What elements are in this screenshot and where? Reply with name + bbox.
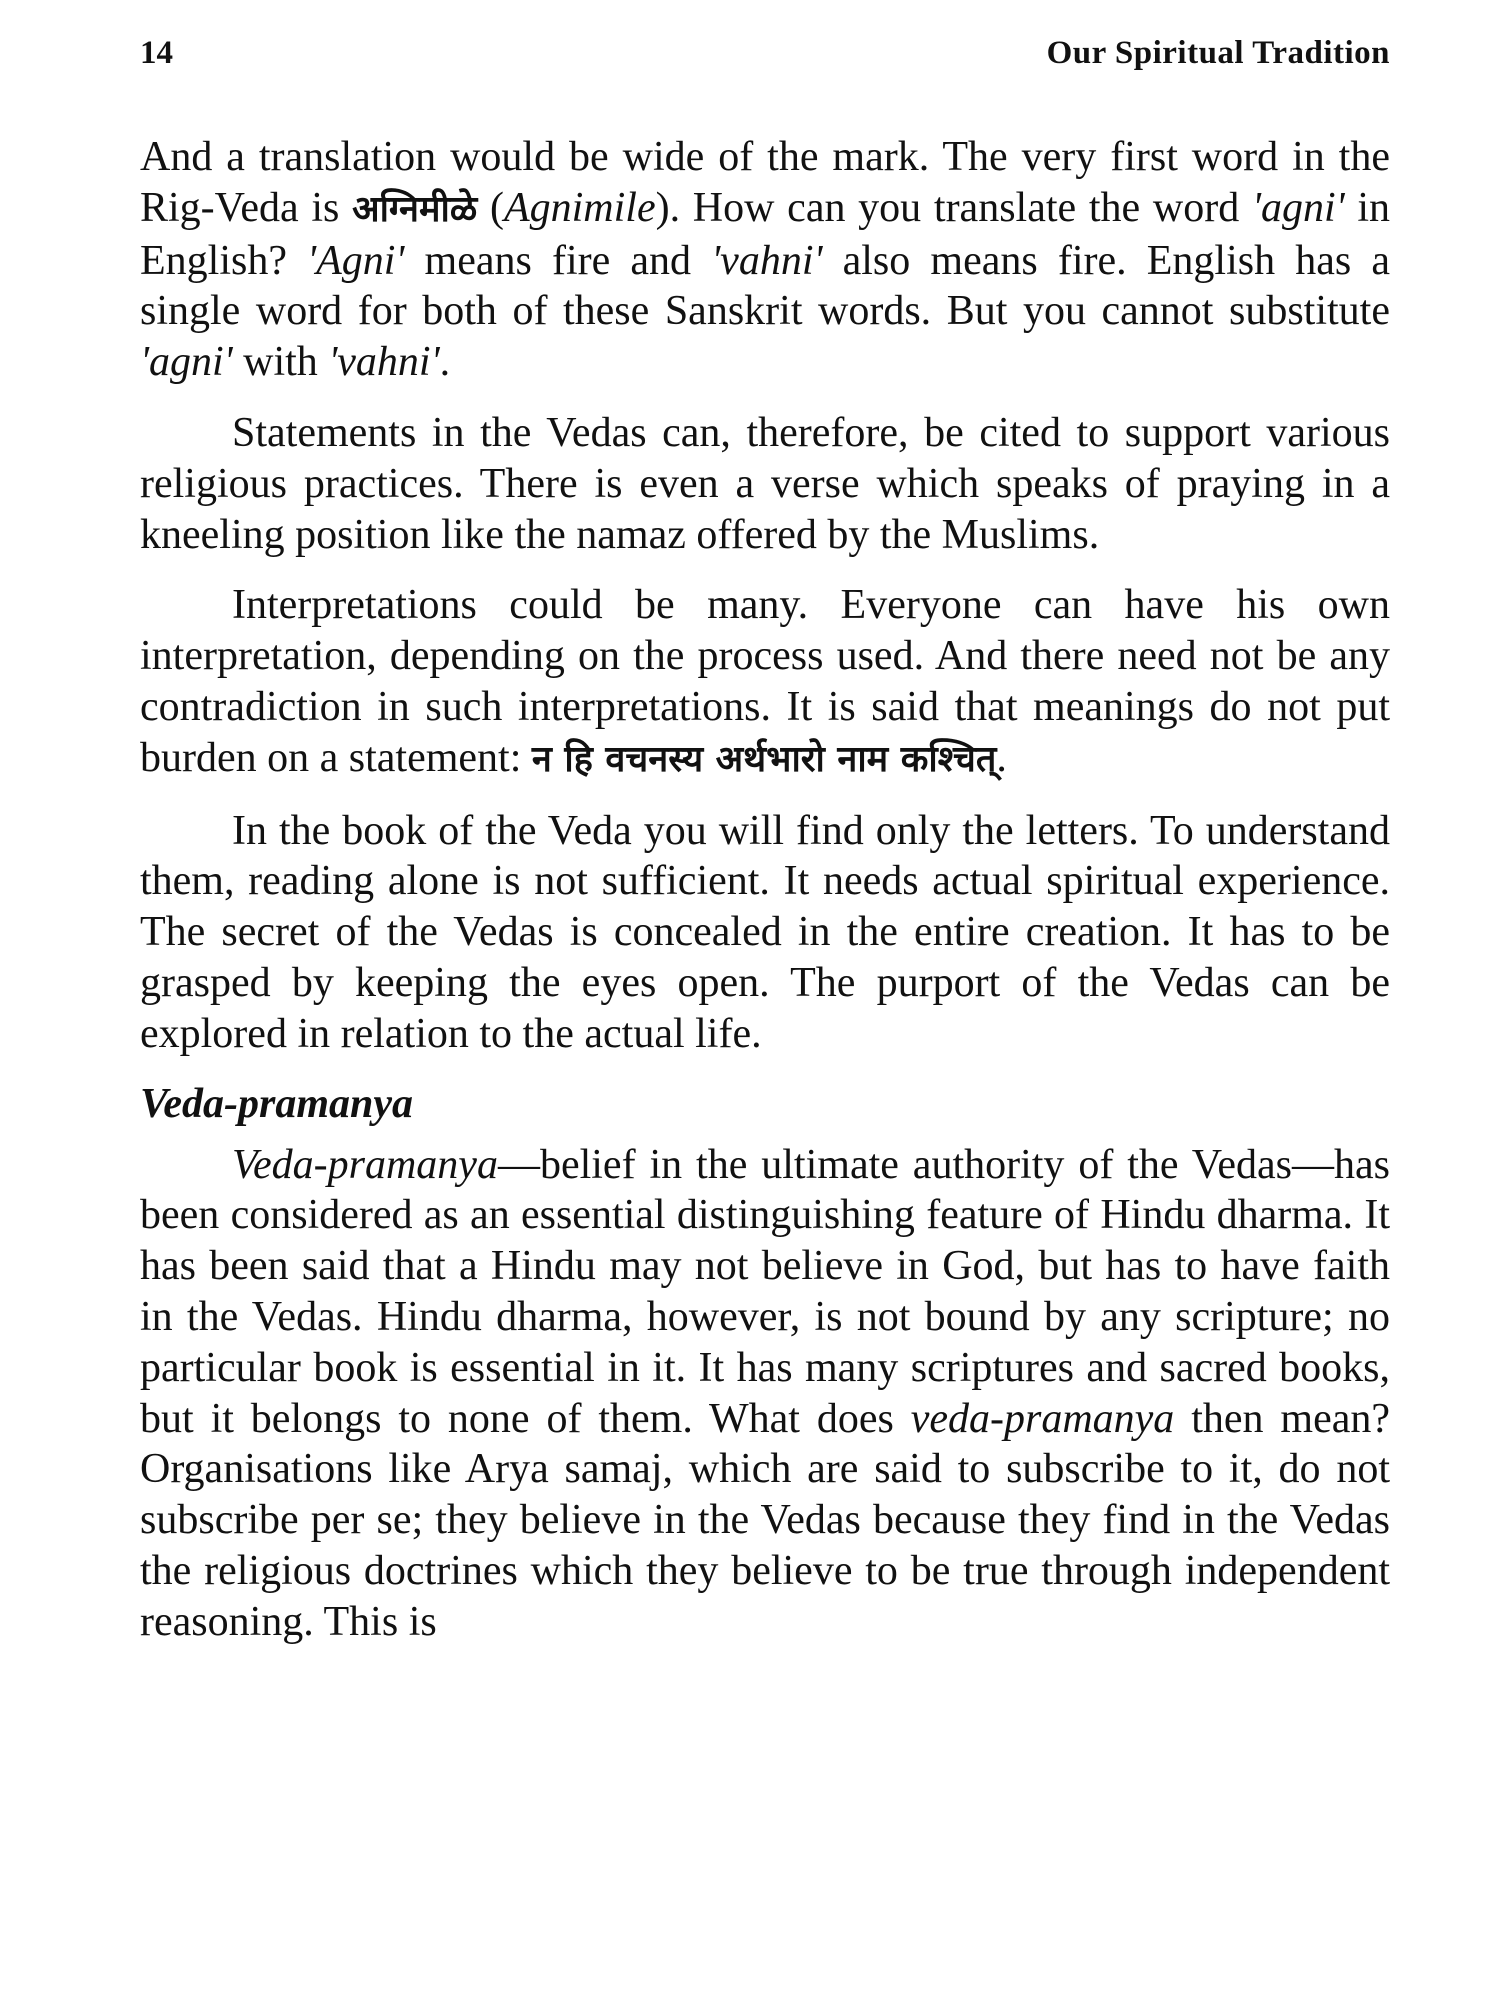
italic-term: 'vahni' <box>328 339 440 386</box>
text-run: Interpretations could be many. Everyone can have his own interpretation, depending on the process used. And there need not be any contradiction in such interpretations. It is said that meanings do not put burden on a statement: <box>140 582 1390 781</box>
text-run: in English? <box>140 184 1390 284</box>
paragraph-statements: Statements in the Vedas can, therefore, be cited to support various religious practices. There is even a verse which speaks of praying in a kneeling position like the namaz offered by the Muslims. <box>140 409 1390 558</box>
italic-term: veda-pramanya <box>910 1395 1175 1442</box>
text-run: —belief in the ultimate authority of the Vedas—has been considered as an essential distinguishing feature of Hindu dharma. It has been said that a Hindu may not believe in God, but has to have faith in the Vedas. Hindu dharma, however, is not bound by any scripture; no particular book is essential in it. It has many scriptures and sacred books, but it belongs to none of them. What does <box>140 1141 1390 1442</box>
text-run: . <box>439 339 451 386</box>
paragraph-interpretations <box>140 580 1390 785</box>
body-text <box>140 132 1390 1648</box>
italic-term: Agnimile <box>503 184 656 231</box>
italic-term: 'agni' <box>1251 184 1345 231</box>
text-run: And a translation would be wide of the mark. The very first word in the Rig-Veda is <box>140 134 1390 231</box>
section-heading: Veda-pramanya <box>140 1080 413 1127</box>
page-number: 14 <box>140 35 173 71</box>
text-run: then mean? Organisations like Arya samaj, which are said to subscribe to it, do not subscribe per se; they believe in the Vedas because they find in the Vedas the religious doctrines which they believe to be true through independent reasoning. This is <box>140 1395 1390 1645</box>
running-title: Our Spiritual Tradition <box>1046 35 1390 71</box>
devanagari-quote: न हि वचनस्य अर्थभारो नाम कश्चित् <box>531 738 997 780</box>
text-run: . <box>996 734 1007 781</box>
text-run: with <box>232 339 329 386</box>
italic-term: Veda-pramanya <box>232 1141 498 1188</box>
text-run: means fire and <box>404 237 712 284</box>
text-run: ( <box>477 184 504 231</box>
paragraph-gap <box>140 786 1390 806</box>
paragraph-gap <box>140 560 1390 580</box>
italic-term: 'Agni' <box>307 237 405 284</box>
text-run: ). How can you translate the word <box>655 184 1252 231</box>
paragraph-veda-pramanya <box>140 1140 1390 1648</box>
devanagari-agnimile: अग्निमीळे <box>352 188 478 230</box>
italic-term: 'vahni' <box>711 237 823 284</box>
text-run: also means fire. English has a single word for both of these Sanskrit words. But you cannot substitute <box>140 237 1391 335</box>
paragraph-translation-agni <box>140 132 1390 388</box>
running-header <box>140 22 1390 84</box>
book-page <box>140 22 1390 1982</box>
italic-term: 'agni' <box>140 339 233 386</box>
paragraph-gap <box>140 388 1390 408</box>
paragraph-book-of-veda: In the book of the Veda you will find only the letters. To understand them, reading alone is not sufficient. It needs actual spiritual experience. The secret of the Vedas is concealed in the entire creation. It has to be grasped by keeping the eyes open. The purport of the Vedas can be explored in relation to the actual life. <box>140 807 1390 1057</box>
